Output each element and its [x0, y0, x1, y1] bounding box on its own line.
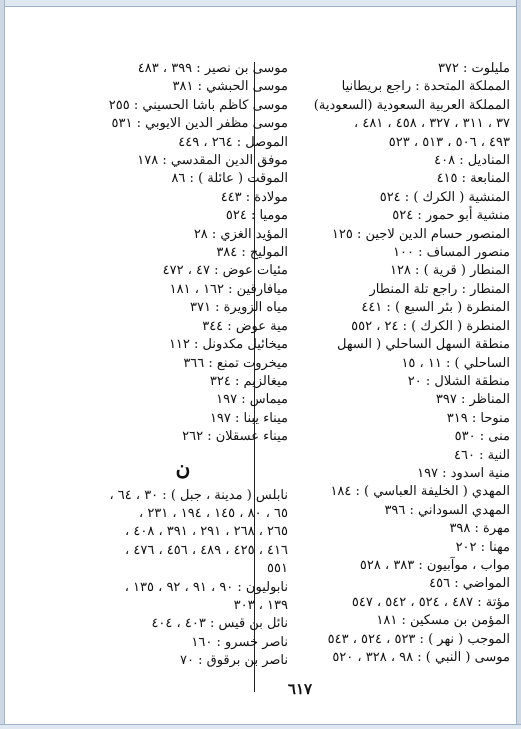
index-entry: المؤمن بن مسكين : ١٨١ — [376, 613, 510, 629]
index-entry: الموليح : ٣٨٤ — [216, 245, 288, 261]
index-entry: ميخروت تمنع : ٣٦٦ — [183, 355, 288, 371]
index-entry: المنطرة ( الكرك ) : ٢٤ ، ٥٥٢ — [351, 318, 510, 334]
index-entry: المملكة العربية السعودية (السعودية) — [313, 97, 510, 113]
index-entry: المنطار : راجع تلة المنطار — [369, 281, 510, 297]
index-entry: ميخائيل مكدونل : ١١٢ — [168, 337, 288, 353]
index-entry: ٥٥١ — [267, 561, 288, 577]
index-entry: المنطار ( قرية ) : ١٢٨ — [389, 263, 510, 279]
index-entry: المنطرة ( بئر السبع ) : ٤٤١ — [361, 300, 510, 316]
index-entry: المواضي : ٤٥٦ — [429, 576, 510, 592]
index-entry: المناديل : ٤٠٨ — [434, 153, 510, 169]
index-entry: منطقة السهل الساحلي ( السهل — [336, 337, 510, 353]
index-entry: مهنا : ٢٠٢ — [455, 539, 510, 555]
index-entry: النية : ٤٦٠ — [454, 447, 510, 463]
index-entry: منية اسدود : ١٩٧ — [417, 465, 510, 481]
index-entry: الساحلي ) : ١١ ، ١٥ — [401, 355, 510, 371]
page-number: ٦١٧ — [287, 680, 313, 698]
index-entry: ميناء عسقلان : ٢٦٢ — [182, 429, 288, 445]
index-entry: ٣٧ ، ٣١١ ، ٣٢٧ ، ٤٥٨ ، ٤٨١ ، — [354, 116, 510, 132]
index-entry: المهدي السوداني : ٣٩٦ — [384, 502, 510, 518]
window-frame-right — [516, 0, 521, 729]
index-entry: ميماس : ١٩٧ — [216, 392, 288, 408]
index-entry: مليلوت : ٣٧٢ — [437, 61, 510, 76]
index-entry: المنابعة : ٤١٥ — [436, 171, 510, 187]
index-entry: موفق الدين المقدسي : ١٧٨ — [137, 153, 288, 169]
index-entry: نابوليون : ٩٠ ، ٩١ ، ٩٢ ، ١٣٥ ، — [124, 579, 288, 595]
index-entry: منى : ٥٣٠ — [454, 429, 510, 445]
index-entry: الموصل : ٢٦٤ ، ٤٤٩ — [178, 134, 288, 150]
index-entry: نابلس ( مدينة ، جبل ) : ٣٠ ، ٦٤ ، — [109, 487, 288, 503]
index-column-left — [78, 60, 288, 671]
index-entry: موسى بن نصير : ٣٩٩ ، ٤٨٣ — [137, 61, 288, 76]
index-entry: منطقة الشلال : ٢٠ — [407, 373, 510, 389]
index-entry: ٢٦٥ ، ٢٦٨ ، ٢٩١ ، ٣٩١ ، ٤٠٨ ، — [125, 524, 288, 540]
index-entry: ناصر خسرو : ١٦٠ — [191, 634, 288, 650]
index-entry: موسى الحبشي : ٣٨١ — [172, 79, 288, 95]
index-entry: ٤٩٣ ، ٥٠٦ ، ٥١٣ ، ٥٢٣ — [388, 134, 510, 150]
index-entry: ناصر بن برقوق : ٧٠ — [180, 653, 288, 669]
index-entry: المؤيد الغزي : ٢٨ — [193, 226, 288, 242]
index-entry: الموقت ( عائلة ) : ٨٦ — [171, 171, 288, 187]
window-frame-bottom — [0, 724, 521, 729]
index-entry: الموجب ( نهر ) : ٥٢٣ ، ٥٢٤ ، ٥٤٣ — [327, 631, 510, 647]
index-column-left-top — [78, 60, 288, 447]
index-entry: ميناء يبنا : ١٩٧ — [209, 410, 288, 426]
index-entry: ميغالزيم : ٣٢٤ — [209, 373, 288, 389]
index-page — [90, 52, 510, 698]
index-entry: المنشية ( الكرك ) : ٥٢٤ — [379, 189, 510, 205]
index-entry: منشية أبو حمور : ٥٢٤ — [392, 208, 510, 224]
index-entry: مئيات عوض : ٤٧ ، ٤٧٢ — [162, 263, 288, 279]
index-entry: ٦٥ ، ٨٠ ، ١٤٥ ، ١٩٤ ، ٢٣١ ، — [139, 505, 288, 521]
window-frame-left — [0, 0, 5, 729]
index-entry: ٤١٦ ، ٤٢٥ ، ٤٨٩ ، ٤٥٦ ، ٤٧٦ ، — [125, 542, 288, 558]
index-entry: المهدي ( الخليفة العباسي ) : ١٨٤ — [330, 484, 510, 500]
index-entry: مياه الزويرة : ٣٧١ — [189, 300, 288, 316]
index-entry: مواب ، موآبيون : ٣٨٣ ، ٥٢٨ — [359, 557, 510, 573]
index-column-right — [310, 60, 510, 667]
index-entry: مولادة : ٤٤٣ — [220, 189, 288, 205]
index-entry: ميافارقين : ١٦٢ ، ١٨١ — [169, 281, 288, 297]
index-entry: منصور المساف : ١٠٠ — [392, 245, 510, 261]
index-entry: ١٣٩ ، ٣٠٣ — [233, 597, 288, 613]
index-entry: مهرة : ٣٩٨ — [449, 521, 510, 537]
index-entry: المملكة المتحدة : راجع بريطانيا — [341, 79, 510, 95]
index-entry: نائل بن قيس : ٤٠٣ ، ٤٠٤ — [151, 616, 288, 632]
window-frame-top — [0, 0, 521, 7]
index-entry: مية عوض : ٣٤٤ — [202, 318, 288, 334]
index-column-left-bottom — [78, 487, 288, 671]
index-entry: مؤتة : ٤٨٧ ، ٥٢٤ ، ٥٤٢ ، ٥٤٧ — [351, 594, 510, 610]
index-entry: المناظر : ٣٩٧ — [435, 392, 510, 408]
index-entry: موميا : ٥٢٤ — [225, 208, 288, 224]
letter-heading: ن — [175, 455, 191, 480]
index-entry: منوحا : ٣١٩ — [446, 410, 510, 426]
index-entry: موسى كاظم باشا الحسيني : ٢٥٥ — [108, 97, 288, 113]
index-entry: موسى ( النبي ) : ٩٨ ، ٣٢٨ ، ٥٢٠ — [332, 650, 510, 665]
index-entry: المنصور حسام الدين لاجين : ١٢٥ — [331, 226, 510, 242]
index-entry: موسى مظفر الدين الايوبي : ٥٣١ — [111, 116, 288, 132]
